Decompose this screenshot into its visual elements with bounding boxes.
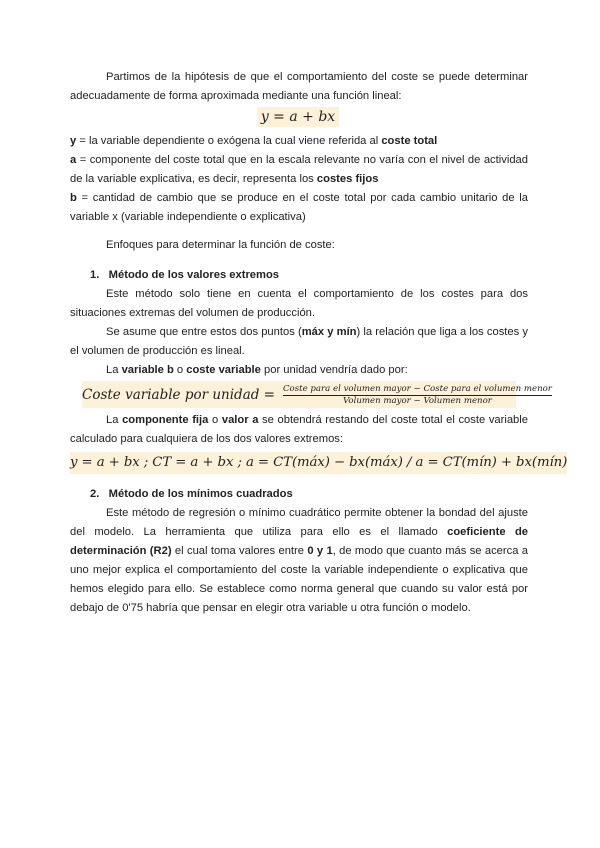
approaches-intro-block xyxy=(70,236,528,255)
text-run: por unidad vendría dado por: xyxy=(260,364,408,376)
variable-cost-formula xyxy=(82,381,552,408)
text-bold: valor a xyxy=(221,414,259,426)
text-bold: coste variable xyxy=(186,364,261,376)
section-1-paragraph-2 xyxy=(70,323,528,361)
text-run: Este método de regresión o mínimo cuadrático permite obtener la bondad del ajuste del modelo. La herramienta que utiliza para ello es el llamado xyxy=(70,507,528,538)
definition-a xyxy=(70,151,528,189)
formula-fraction xyxy=(283,384,552,406)
section-1-continued xyxy=(70,411,528,449)
definition-bold: costes fijos xyxy=(316,173,379,185)
section-title: Método de los mínimos cuadrados xyxy=(108,488,293,500)
section-number: 1. xyxy=(90,269,100,281)
section-1-paragraph-1: Este método solo tiene en cuenta el comportamiento de los costes para dos situaciones extremas del volumen de producción. xyxy=(70,288,528,319)
text-run: La xyxy=(106,414,123,426)
definition-text: = la variable dependiente o exógena la cual viene referida al xyxy=(76,135,382,147)
section-2 xyxy=(70,485,528,618)
formula-lhs: Coste variable por unidad = xyxy=(82,386,275,403)
formula-denominator: Volumen mayor − Volumen menor xyxy=(343,395,492,406)
section-number: 2. xyxy=(90,488,100,500)
text-run: ) la relación que liga a los costes y el volumen de producción es lineal. xyxy=(70,326,528,357)
text-run: se obtendrá restando del coste total el coste variable calculado para cualquiera de los dos valores extremos: xyxy=(70,414,528,445)
fixed-cost-equation: y = a + bx ; CT = a + bx ; a = CT(máx) − bx(máx) / a = CT(mín) + bx(mín) xyxy=(70,452,567,474)
section-1-heading xyxy=(70,266,528,285)
definition-term: y xyxy=(70,135,77,147)
intro-paragraph: Partimos de la hipótesis de que el comportamiento del coste se puede determinar adecuadamente de forma aproximada mediante una función lineal: xyxy=(70,71,528,102)
section-1 xyxy=(70,266,528,380)
text-run: La xyxy=(106,364,122,376)
text-bold: 0 y 1 xyxy=(307,545,333,557)
definition-bold: coste total xyxy=(381,135,438,147)
section-2-paragraph xyxy=(70,504,528,618)
text-bold: coeficiente de determinación (R2) xyxy=(70,526,528,557)
text-run: , de modo que cuanto más se acerca a uno mejor explica el comportamiento del coste la variable independiente o explicativa que hemos elegido para ello. Se establece como norma general que cuando su valor está por debajo de 0'75 habría que pensar en elegir otra variable u otra función o modelo. xyxy=(70,545,528,614)
definition-term: a xyxy=(70,154,77,166)
text-bold: máx y mín xyxy=(301,326,357,338)
linear-function-equation: y = a + bx xyxy=(257,107,339,127)
section-2-heading xyxy=(70,485,528,504)
intro-section xyxy=(70,68,528,106)
definitions-list xyxy=(70,132,528,227)
definition-term: b xyxy=(70,192,77,204)
text-run: o xyxy=(173,364,187,376)
text-bold: variable b xyxy=(121,364,174,376)
section-title: Método de los valores extremos xyxy=(108,269,280,281)
definition-text: = componente del coste total que en la escala relevante no varía con el nivel de actividad de la variable explicativa, es decir, representa los xyxy=(70,154,528,185)
text-bold: componente fija xyxy=(122,414,209,426)
formula-numerator: Coste para el volumen mayor − Coste para el volumen menor xyxy=(282,383,552,394)
definition-text: = cantidad de cambio que se produce en el coste total por cada cambio unitario de la variable x (variable independiente o explicativa) xyxy=(70,192,528,223)
text-run: o xyxy=(208,414,222,426)
definition-b xyxy=(70,189,528,227)
text-run: Se asume que entre estos dos puntos ( xyxy=(106,326,302,338)
section-1-paragraph-4 xyxy=(70,411,528,449)
text-run: el cual toma valores entre xyxy=(171,545,308,557)
section-1-paragraph-3 xyxy=(70,361,528,380)
definition-y xyxy=(70,132,528,151)
approaches-intro: Enfoques para determinar la función de coste: xyxy=(106,239,335,251)
